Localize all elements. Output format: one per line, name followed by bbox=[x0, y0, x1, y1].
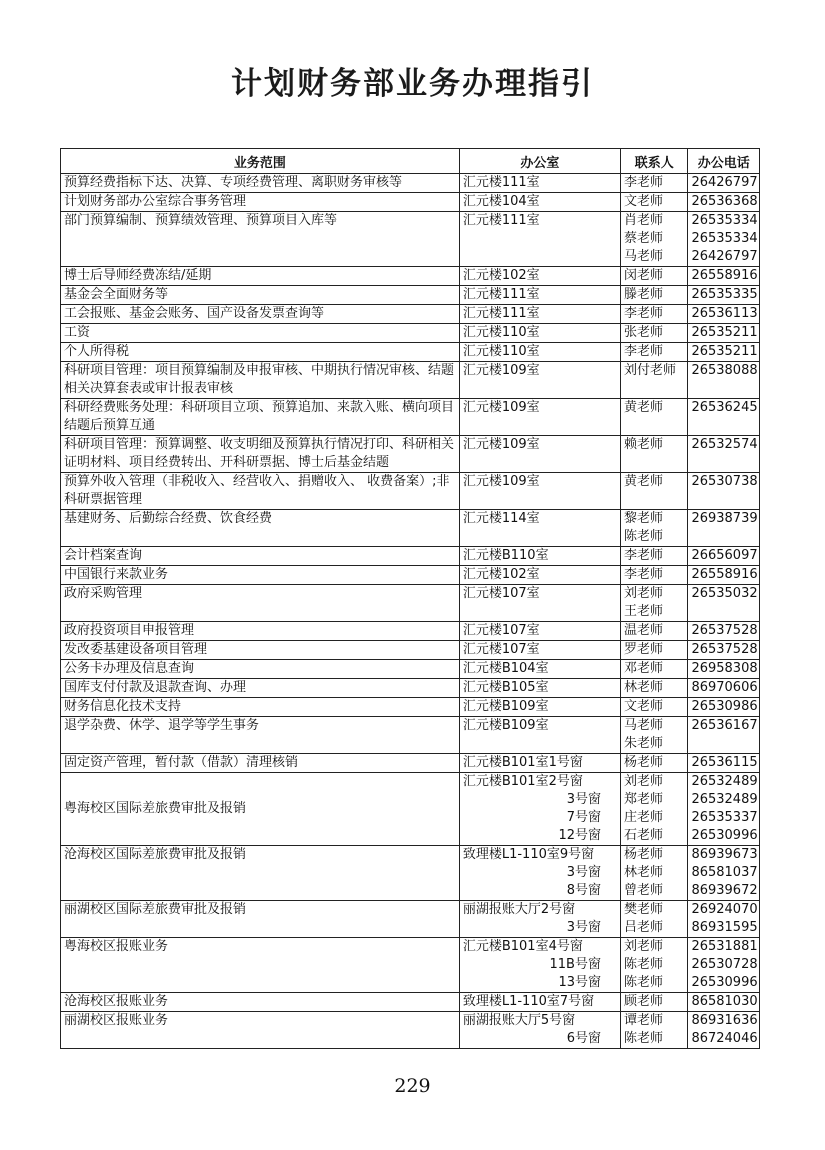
scope-cell: 政府采购管理 bbox=[61, 585, 460, 622]
phone-number: 26532489 bbox=[691, 792, 758, 807]
office-cell bbox=[459, 343, 620, 362]
contact-name: 郑老师 bbox=[623, 792, 663, 807]
scope-cell: 粤海校区国际差旅费审批及报销 bbox=[61, 773, 460, 846]
office-cell bbox=[459, 267, 620, 286]
phone-cell bbox=[688, 641, 760, 660]
contact-name: 李老师 bbox=[623, 548, 663, 563]
table-row bbox=[61, 193, 760, 212]
phone-number: 26558916 bbox=[691, 567, 758, 582]
scope-cell: 部门预算编制、预算绩效管理、预算项目入库等 bbox=[61, 212, 460, 267]
contact-name: 肖老师 bbox=[623, 213, 663, 228]
phone-number: 26938739 bbox=[691, 511, 758, 526]
scope-cell: 退学杂费、休学、退学等学生事务 bbox=[61, 717, 460, 754]
office-cell bbox=[459, 901, 620, 938]
table-body bbox=[61, 174, 760, 1049]
office-line: 汇元楼107室 bbox=[462, 623, 540, 638]
office-cell bbox=[459, 717, 620, 754]
contact-name: 温老师 bbox=[623, 623, 663, 638]
contact-name: 陈老师 bbox=[623, 1031, 663, 1046]
table-row bbox=[61, 938, 760, 993]
contact-cell bbox=[620, 1012, 687, 1049]
phone-cell bbox=[688, 212, 760, 267]
office-line: 汇元楼109室 bbox=[462, 474, 540, 489]
office-line: 11B号窗 bbox=[549, 957, 601, 972]
office-line: 致理楼L1-110室9号窗 bbox=[462, 847, 595, 862]
office-line: 6号窗 bbox=[566, 1031, 601, 1046]
contact-cell bbox=[620, 324, 687, 343]
office-line: 汇元楼B109室 bbox=[462, 699, 549, 714]
contact-name: 罗老师 bbox=[623, 642, 663, 657]
scope-cell: 科研项目管理：预算调整、收支明细及预算执行情况打印、科研相关证明材料、项目经费转出、开科研票据、博士后基金结题 bbox=[61, 436, 460, 473]
table-row bbox=[61, 846, 760, 901]
table-row bbox=[61, 717, 760, 754]
office-cell bbox=[459, 174, 620, 193]
contact-name: 马老师 bbox=[623, 718, 663, 733]
contact-cell bbox=[620, 343, 687, 362]
phone-cell bbox=[688, 938, 760, 993]
table-row bbox=[61, 212, 760, 267]
phone-cell bbox=[688, 993, 760, 1012]
scope-cell: 个人所得税 bbox=[61, 343, 460, 362]
phone-number: 26530986 bbox=[691, 699, 758, 714]
scope-cell: 科研项目管理：项目预算编制及申报审核、中期执行情况审核、结题相关决算套表或审计报表审核 bbox=[61, 362, 460, 399]
phone-number: 26538088 bbox=[691, 363, 758, 378]
phone-cell bbox=[688, 286, 760, 305]
phone-cell bbox=[688, 717, 760, 754]
phone-number: 26537528 bbox=[691, 623, 758, 638]
contact-cell bbox=[620, 399, 687, 436]
phone-cell bbox=[688, 324, 760, 343]
office-cell bbox=[459, 212, 620, 267]
office-line: 汇元楼107室 bbox=[462, 586, 540, 601]
office-line: 汇元楼114室 bbox=[462, 511, 540, 526]
phone-number: 26536167 bbox=[691, 718, 758, 733]
contact-cell bbox=[620, 993, 687, 1012]
phone-number: 26924070 bbox=[691, 902, 758, 917]
contact-cell bbox=[620, 286, 687, 305]
phone-number: 26530728 bbox=[691, 957, 758, 972]
office-cell bbox=[459, 641, 620, 660]
phone-number: 86931595 bbox=[691, 920, 758, 935]
phone-cell bbox=[688, 174, 760, 193]
contact-cell bbox=[620, 901, 687, 938]
office-cell bbox=[459, 938, 620, 993]
header-office: 办公室 bbox=[459, 149, 620, 174]
contact-cell bbox=[620, 212, 687, 267]
scope-cell: 预算经费指标下达、决算、专项经费管理、离职财务审核等 bbox=[61, 174, 460, 193]
phone-cell bbox=[688, 754, 760, 773]
header-scope: 业务范围 bbox=[61, 149, 460, 174]
table-row bbox=[61, 993, 760, 1012]
office-cell bbox=[459, 193, 620, 212]
office-line: 汇元楼109室 bbox=[462, 400, 540, 415]
phone-number: 86939673 bbox=[691, 847, 758, 862]
contact-name: 文老师 bbox=[623, 194, 663, 209]
office-cell bbox=[459, 286, 620, 305]
office-line: 汇元楼B104室 bbox=[462, 661, 549, 676]
phone-number: 26656097 bbox=[691, 548, 758, 563]
contact-name: 杨老师 bbox=[623, 755, 663, 770]
contact-cell bbox=[620, 193, 687, 212]
office-cell bbox=[459, 698, 620, 717]
scope-cell: 计划财务部办公室综合事务管理 bbox=[61, 193, 460, 212]
contact-name: 石老师 bbox=[623, 828, 663, 843]
contact-name: 林老师 bbox=[623, 680, 663, 695]
phone-cell bbox=[688, 773, 760, 846]
phone-cell bbox=[688, 510, 760, 547]
office-cell bbox=[459, 436, 620, 473]
phone-cell bbox=[688, 585, 760, 622]
table-row bbox=[61, 698, 760, 717]
contact-name: 赖老师 bbox=[623, 437, 663, 452]
contact-name: 李老师 bbox=[623, 306, 663, 321]
phone-cell bbox=[688, 305, 760, 324]
phone-cell bbox=[688, 473, 760, 510]
phone-number: 26535211 bbox=[691, 344, 758, 359]
contact-cell bbox=[620, 641, 687, 660]
table-row bbox=[61, 547, 760, 566]
office-cell bbox=[459, 547, 620, 566]
contact-cell bbox=[620, 698, 687, 717]
scope-cell: 中国银行来款业务 bbox=[61, 566, 460, 585]
contact-name: 马老师 bbox=[623, 249, 663, 264]
office-cell bbox=[459, 679, 620, 698]
table-row bbox=[61, 679, 760, 698]
contact-name: 陈老师 bbox=[623, 957, 663, 972]
contact-name: 刘老师 bbox=[623, 586, 663, 601]
office-cell bbox=[459, 585, 620, 622]
office-line: 汇元楼102室 bbox=[462, 567, 540, 582]
scope-cell: 沧海校区国际差旅费审批及报销 bbox=[61, 846, 460, 901]
office-cell bbox=[459, 324, 620, 343]
office-line: 汇元楼104室 bbox=[462, 194, 540, 209]
contact-name: 王老师 bbox=[623, 604, 663, 619]
contact-cell bbox=[620, 717, 687, 754]
phone-cell bbox=[688, 901, 760, 938]
table-row bbox=[61, 362, 760, 399]
header-contact: 联系人 bbox=[620, 149, 687, 174]
table-row bbox=[61, 585, 760, 622]
contact-cell bbox=[620, 660, 687, 679]
contact-name: 文老师 bbox=[623, 699, 663, 714]
scope-cell: 丽湖校区报账业务 bbox=[61, 1012, 460, 1049]
phone-number: 26531881 bbox=[691, 939, 758, 954]
contact-name: 黄老师 bbox=[623, 474, 663, 489]
phone-number: 86939672 bbox=[691, 883, 758, 898]
contact-name: 杨老师 bbox=[623, 847, 663, 862]
office-line: 汇元楼111室 bbox=[462, 306, 540, 321]
scope-cell: 固定资产管理，暂付款（借款）清理核销 bbox=[61, 754, 460, 773]
office-line: 7号窗 bbox=[566, 810, 601, 825]
phone-number: 86581030 bbox=[691, 994, 758, 1009]
office-line: 汇元楼102室 bbox=[462, 268, 540, 283]
phone-number: 26535032 bbox=[691, 586, 758, 601]
contact-cell bbox=[620, 362, 687, 399]
contact-cell bbox=[620, 938, 687, 993]
contact-name: 吕老师 bbox=[623, 920, 663, 935]
office-line: 汇元楼109室 bbox=[462, 437, 540, 452]
page-number: 229 bbox=[394, 1075, 431, 1097]
header-phone: 办公电话 bbox=[688, 149, 760, 174]
contact-name: 刘老师 bbox=[623, 774, 663, 789]
office-line: 12号窗 bbox=[558, 828, 601, 843]
office-cell bbox=[459, 660, 620, 679]
office-cell bbox=[459, 399, 620, 436]
phone-cell bbox=[688, 679, 760, 698]
table-row bbox=[61, 510, 760, 547]
phone-number: 26536113 bbox=[691, 306, 758, 321]
office-line: 汇元楼B101室1号窗 bbox=[462, 755, 583, 770]
phone-number: 26536245 bbox=[691, 400, 758, 415]
scope-cell: 政府投资项目申报管理 bbox=[61, 622, 460, 641]
office-cell bbox=[459, 993, 620, 1012]
contact-cell bbox=[620, 773, 687, 846]
contact-cell bbox=[620, 305, 687, 324]
table-row bbox=[61, 773, 760, 846]
phone-cell bbox=[688, 698, 760, 717]
phone-cell bbox=[688, 547, 760, 566]
table-row bbox=[61, 324, 760, 343]
phone-number: 26530996 bbox=[691, 975, 758, 990]
contact-name: 樊老师 bbox=[623, 902, 663, 917]
table-row bbox=[61, 901, 760, 938]
table-row bbox=[61, 1012, 760, 1049]
office-cell bbox=[459, 566, 620, 585]
phone-cell bbox=[688, 660, 760, 679]
office-line: 3号窗 bbox=[566, 792, 601, 807]
table-row bbox=[61, 343, 760, 362]
contact-cell bbox=[620, 846, 687, 901]
office-line: 汇元楼110室 bbox=[462, 325, 540, 340]
office-cell bbox=[459, 622, 620, 641]
phone-number: 26536368 bbox=[691, 194, 758, 209]
contact-name: 黎老师 bbox=[623, 511, 663, 526]
phone-number: 86724046 bbox=[691, 1031, 758, 1046]
office-cell bbox=[459, 305, 620, 324]
phone-cell bbox=[688, 267, 760, 286]
office-cell bbox=[459, 362, 620, 399]
scope-cell: 基建财务、后勤综合经费、饮食经费 bbox=[61, 510, 460, 547]
office-line: 汇元楼109室 bbox=[462, 363, 540, 378]
contact-name: 顾老师 bbox=[623, 994, 663, 1009]
phone-cell bbox=[688, 399, 760, 436]
office-line: 3号窗 bbox=[566, 865, 601, 880]
contact-name: 刘老师 bbox=[623, 939, 663, 954]
phone-cell bbox=[688, 436, 760, 473]
contact-name: 庄老师 bbox=[623, 810, 663, 825]
phone-cell bbox=[688, 193, 760, 212]
scope-cell: 预算外收入管理（非税收入、经营收入、捐赠收入、 收费备案）;非科研票据管理 bbox=[61, 473, 460, 510]
office-line: 汇元楼B110室 bbox=[462, 548, 549, 563]
scope-cell: 工会报账、基金会账务、国产设备发票查询等 bbox=[61, 305, 460, 324]
phone-number: 86970606 bbox=[691, 680, 758, 695]
office-line: 汇元楼111室 bbox=[462, 213, 540, 228]
contact-name: 刘付老师 bbox=[623, 363, 676, 378]
phone-cell bbox=[688, 362, 760, 399]
contact-name: 陈老师 bbox=[623, 529, 663, 544]
table-row bbox=[61, 399, 760, 436]
contact-cell bbox=[620, 679, 687, 698]
contact-cell bbox=[620, 754, 687, 773]
phone-cell bbox=[688, 566, 760, 585]
office-line: 8号窗 bbox=[566, 883, 601, 898]
office-line: 汇元楼B109室 bbox=[462, 718, 549, 733]
phone-number: 26535335 bbox=[691, 287, 758, 302]
contact-cell bbox=[620, 566, 687, 585]
scope-cell: 沧海校区报账业务 bbox=[61, 993, 460, 1012]
phone-number: 26558916 bbox=[691, 268, 758, 283]
contact-name: 谭老师 bbox=[623, 1013, 663, 1028]
office-cell bbox=[459, 1012, 620, 1049]
office-cell bbox=[459, 846, 620, 901]
contact-cell bbox=[620, 547, 687, 566]
phone-cell bbox=[688, 1012, 760, 1049]
table-row bbox=[61, 174, 760, 193]
scope-cell: 基金会全面财务等 bbox=[61, 286, 460, 305]
phone-number: 26426797 bbox=[691, 175, 758, 190]
contact-name: 李老师 bbox=[623, 567, 663, 582]
office-line: 丽湖报账大厅5号窗 bbox=[462, 1013, 576, 1028]
contact-name: 李老师 bbox=[623, 344, 663, 359]
office-cell bbox=[459, 754, 620, 773]
office-line: 汇元楼107室 bbox=[462, 642, 540, 657]
contact-cell bbox=[620, 622, 687, 641]
contact-name: 朱老师 bbox=[623, 736, 663, 751]
phone-number: 26958308 bbox=[691, 661, 758, 676]
contact-name: 蔡老师 bbox=[623, 231, 663, 246]
contact-name: 黄老师 bbox=[623, 400, 663, 415]
office-line: 3号窗 bbox=[566, 920, 601, 935]
phone-number: 26535334 bbox=[691, 231, 758, 246]
scope-cell: 财务信息化技术支持 bbox=[61, 698, 460, 717]
contact-name: 林老师 bbox=[623, 865, 663, 880]
phone-number: 26532489 bbox=[691, 774, 758, 789]
phone-number: 26535337 bbox=[691, 810, 758, 825]
contact-name: 闵老师 bbox=[623, 268, 663, 283]
contact-cell bbox=[620, 436, 687, 473]
scope-cell: 粤海校区报账业务 bbox=[61, 938, 460, 993]
contact-name: 陈老师 bbox=[623, 975, 663, 990]
phone-number: 86581037 bbox=[691, 865, 758, 880]
phone-cell bbox=[688, 622, 760, 641]
office-cell bbox=[459, 473, 620, 510]
business-guide-table bbox=[60, 148, 760, 1049]
phone-number: 26535211 bbox=[691, 325, 758, 340]
office-line: 汇元楼111室 bbox=[462, 175, 540, 190]
contact-name: 曾老师 bbox=[623, 883, 663, 898]
office-cell bbox=[459, 773, 620, 846]
table-row bbox=[61, 660, 760, 679]
table-row bbox=[61, 436, 760, 473]
scope-cell: 公务卡办理及信息查询 bbox=[61, 660, 460, 679]
table-row bbox=[61, 566, 760, 585]
office-line: 汇元楼111室 bbox=[462, 287, 540, 302]
table-row bbox=[61, 305, 760, 324]
phone-number: 26530738 bbox=[691, 474, 758, 489]
contact-cell bbox=[620, 473, 687, 510]
phone-number: 26537528 bbox=[691, 642, 758, 657]
scope-cell: 发改委基建设备项目管理 bbox=[61, 641, 460, 660]
contact-name: 张老师 bbox=[623, 325, 663, 340]
office-line: 汇元楼B105室 bbox=[462, 680, 549, 695]
scope-cell: 工资 bbox=[61, 324, 460, 343]
contact-name: 李老师 bbox=[623, 175, 663, 190]
table-row bbox=[61, 622, 760, 641]
table-row bbox=[61, 286, 760, 305]
scope-cell: 科研经费账务处理：科研项目立项、预算追加、来款入账、横向项目结题后预算互通 bbox=[61, 399, 460, 436]
phone-cell bbox=[688, 846, 760, 901]
page-title: 计划财务部业务办理指引 bbox=[231, 66, 594, 102]
office-line: 汇元楼110室 bbox=[462, 344, 540, 359]
office-line: 致理楼L1-110室7号窗 bbox=[462, 994, 595, 1009]
scope-cell: 国库支付付款及退款查询、办理 bbox=[61, 679, 460, 698]
contact-cell bbox=[620, 174, 687, 193]
contact-name: 邓老师 bbox=[623, 661, 663, 676]
phone-number: 26426797 bbox=[691, 249, 758, 264]
scope-cell: 会计档案查询 bbox=[61, 547, 460, 566]
table-row bbox=[61, 754, 760, 773]
contact-cell bbox=[620, 510, 687, 547]
contact-cell bbox=[620, 267, 687, 286]
phone-number: 26536115 bbox=[691, 755, 758, 770]
contact-cell bbox=[620, 585, 687, 622]
office-line: 13号窗 bbox=[558, 975, 601, 990]
phone-number: 26532574 bbox=[691, 437, 758, 452]
contact-name: 滕老师 bbox=[623, 287, 663, 302]
table-row bbox=[61, 267, 760, 286]
phone-number: 86931636 bbox=[691, 1013, 758, 1028]
phone-number: 26535334 bbox=[691, 213, 758, 228]
phone-cell bbox=[688, 343, 760, 362]
office-line: 汇元楼B101室2号窗 bbox=[462, 774, 583, 789]
table-row bbox=[61, 473, 760, 510]
phone-number: 26530996 bbox=[691, 828, 758, 843]
scope-cell: 丽湖校区国际差旅费审批及报销 bbox=[61, 901, 460, 938]
office-line: 丽湖报账大厅2号窗 bbox=[462, 902, 576, 917]
office-cell bbox=[459, 510, 620, 547]
scope-cell: 博士后导师经费冻结/延期 bbox=[61, 267, 460, 286]
table-header-row bbox=[61, 149, 760, 174]
office-line: 汇元楼B101室4号窗 bbox=[462, 939, 583, 954]
table-row bbox=[61, 641, 760, 660]
